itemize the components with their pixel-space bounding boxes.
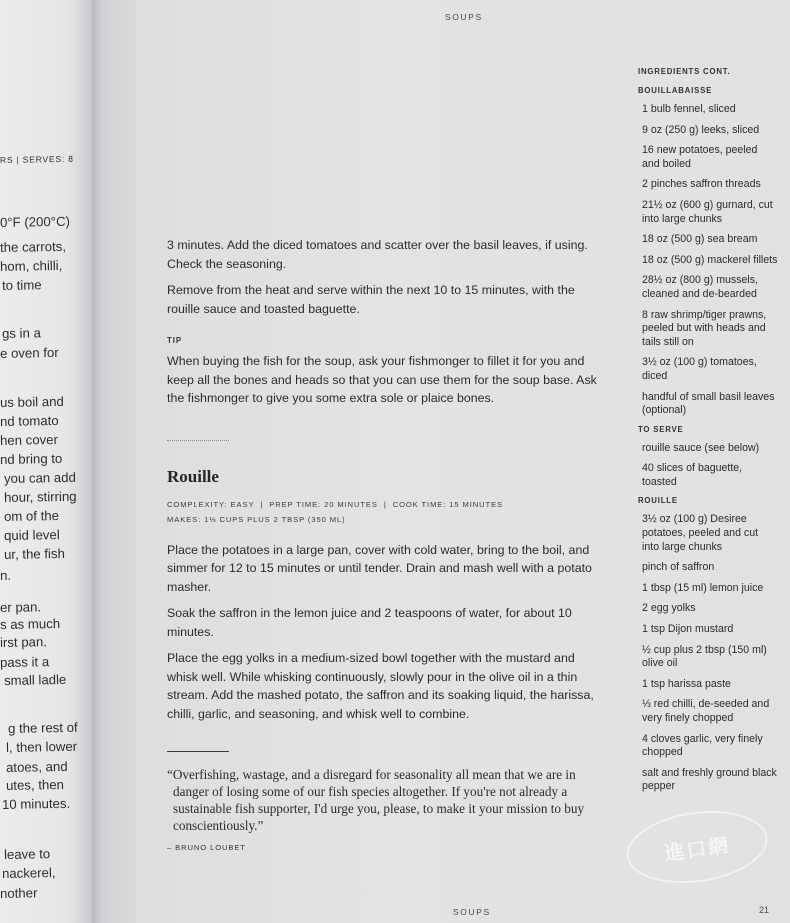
left-page-text-fragment: l, then lower [5, 738, 78, 755]
left-page-text-fragment: nd bring to [0, 450, 63, 467]
ingredient-item: 16 new potatoes, peeled and boiled [642, 144, 758, 170]
ingredient-item: rouille sauce (see below) [642, 441, 760, 454]
ingredient-group-title: BOUILLABAISSE [638, 86, 713, 95]
left-page-text-fragment: pass it a [0, 654, 50, 670]
continued-paragraph: Remove from the heat and serve within the next 10 to 15 minutes, with the rouille sauce and toasted baguette. [167, 283, 575, 316]
quote-divider [167, 751, 229, 752]
ingredient-item: salt and freshly ground black pepper [642, 766, 777, 793]
left-facing-page [0, 0, 96, 923]
left-page-text-fragment: quid level [3, 527, 60, 543]
main-column [167, 236, 597, 852]
recipe-step: Place the potatoes in a large pan, cover with cold water, bring to the boil, and simmer for 12 to 15 minutes or until tender. Drain and mash well with a potato masher. [167, 542, 592, 594]
left-page-text-fragment: the carrots, [0, 238, 67, 255]
continued-paragraph: 3 minutes. Add the diced tomatoes and scatter over the basil leaves, if using. Check the seasoning. [167, 238, 588, 271]
left-page-text-fragment: nackerel, [1, 865, 56, 881]
recipe-meta: COMPLEXITY: EASY | PREP TIME: 20 MINUTES | COOK TIME: 15 MINUTES MAKES: 1⅓ CUPS PLUS 2 TBSP (350 ML) [167, 497, 597, 527]
running-foot: SOUPS [453, 907, 491, 917]
cook-time: COOK TIME: 15 MINUTES [392, 499, 504, 509]
left-page-text-fragment: irst pan. [0, 634, 48, 650]
ingredient-group-title: ROUILLE [638, 496, 678, 506]
left-page-text-fragment: hen cover [0, 431, 59, 448]
ingredient-item: 9 oz (250 g) leeks, sliced [642, 123, 760, 136]
ingredient-item: 18 oz (500 g) mackerel fillets [642, 253, 778, 266]
left-page-text-fragment: nd tomato [0, 412, 59, 429]
left-page-text-fragment: gs in a [1, 325, 41, 341]
yield: MAKES: 1⅓ CUPS PLUS 2 TBSP (350 ML) [167, 514, 346, 524]
left-page-text-fragment: atoes, and [5, 758, 68, 775]
left-page-text-fragment: s as much [0, 615, 61, 632]
left-page-text-fragment: utes, then [5, 776, 65, 793]
left-page-text-fragment: RS | SERVES: 8 [0, 153, 74, 165]
left-page-text-fragment: om of the [3, 508, 60, 524]
ingredients-heading: INGREDIENTS CONT. [638, 67, 731, 76]
ingredient-item: 4 cloves garlic, very finely chopped [642, 732, 763, 759]
ingredient-item: 8 raw shrimp/tiger prawns, peeled but with heads and tails still on [642, 308, 767, 348]
left-page-text-fragment: er pan. [0, 599, 42, 615]
tip-label: TIP [167, 336, 183, 345]
left-page-text-fragment: hour, stirring [3, 488, 77, 505]
ingredient-item: 1 bulb fennel, sliced [642, 103, 736, 115]
quote-author: – BRUNO LOUBET [167, 843, 246, 852]
left-page-text-fragment: ur, the fish [3, 545, 65, 562]
dotted-divider [167, 440, 229, 441]
ingredient-item: ½ cup plus 2 tbsp (150 ml) olive oil [642, 643, 767, 670]
left-page-text-fragment: 10 minutes. [1, 795, 71, 812]
left-page-text-fragment: you can add [3, 469, 76, 486]
ingredient-item: 28½ oz (800 g) mussels, cleaned and de-bearded [642, 274, 758, 300]
left-page-text-fragment: small ladle [3, 671, 67, 688]
page-number: 21 [759, 905, 770, 915]
ingredient-item: 40 slices of baguette, toasted [642, 462, 743, 488]
left-page-text-fragment: leave to [3, 846, 51, 862]
tip-text: When buying the fish for the soup, ask your fishmonger to fillet it for you and keep all the bones and heads so that you can use them for the soup base. Ask the fishmonger to give you some extra sole or plaice bones. [167, 354, 597, 405]
ingredient-group-title: TO SERVE [638, 424, 684, 434]
ingredient-item: 1 tbsp (15 ml) lemon juice [642, 581, 764, 594]
ingredient-group [638, 425, 778, 490]
ingredient-item: handful of small basil leaves (optional) [642, 390, 775, 417]
ingredient-item: 1 tsp harissa paste [642, 677, 731, 690]
left-page-text-fragment: n. [0, 567, 12, 583]
ingredient-group [638, 496, 778, 794]
prep-time: PREP TIME: 20 MINUTES [269, 499, 378, 509]
ingredient-item: ⅓ red chilli, de-seeded and very finely chopped [642, 698, 770, 724]
complexity: COMPLEXITY: EASY [167, 499, 255, 509]
ingredient-item: 2 egg yolks [642, 602, 696, 615]
pull-quote: “Overfishing, wastage, and a disregard for seasonality all mean that we are in danger of losing some of our fish species altogether. If you're not already a sustainable fish supporter, I'd urge you, please, to make it your mission to buy conscientiously.” [167, 767, 585, 833]
ingredient-item: 3½ oz (100 g) tomatoes, diced [642, 356, 757, 382]
watermark-stamp: 進口網 [622, 802, 772, 891]
recipe-step: Soak the saffron in the lemon juice and 2 teaspoons of water, for about 10 minutes. [167, 606, 572, 639]
ingredient-item: 21½ oz (600 g) gurnard, cut into large chunks [642, 198, 773, 225]
left-page-text-fragment: hom, chilli, [0, 257, 63, 274]
ingredient-item: pinch of saffron [642, 561, 715, 574]
left-page-text-fragment: to time [1, 277, 42, 293]
ingredient-item: 18 oz (500 g) sea bream [642, 233, 758, 246]
ingredient-item: 2 pinches saffron threads [642, 178, 761, 191]
left-page-text-fragment: us boil and [0, 393, 64, 410]
recipe-step: Place the egg yolks in a medium-sized bowl together with the mustard and whisk well. While whisking continuously, slowly pour in the olive oil in a thin stream. Add the mashed potato, the saffron and its soaking liquid, the harissa, chilli, garlic, and seasoning, and whisk well to combine. [167, 651, 594, 721]
left-page-text-fragment: 0°F (200°C) [0, 213, 71, 230]
ingredient-item: 1 tsp Dijon mustard [642, 623, 734, 636]
left-page-text-fragment: nother [0, 885, 38, 901]
ingredient-item: 3½ oz (100 g) Desiree potatoes, peeled and cut into large chunks [642, 513, 759, 553]
running-head: SOUPS [445, 12, 483, 22]
recipe-title: Rouille [167, 466, 219, 486]
ingredient-group [638, 86, 778, 418]
left-page-text-fragment: g the rest of [7, 719, 78, 736]
left-page-text-fragment: e oven for [0, 344, 59, 361]
ingredients-sidebar [638, 67, 778, 801]
